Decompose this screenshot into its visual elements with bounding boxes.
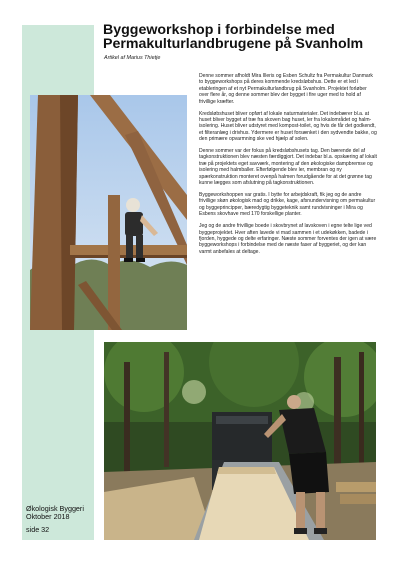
byline: Artikel af Marius Thietje: [104, 55, 161, 61]
magazine-name: Økologisk Byggeri: [26, 504, 84, 513]
sawmill-photo: [104, 342, 376, 540]
page-title: Byggeworkshop i forbindelse med Permakulturlandbrugene på Svanholm: [103, 22, 364, 52]
paragraph: Denne sommer afholdt Mira Illeris og Esben Schultz fra Permakultur Danmark to byggeworkshops på deres kommende kredsløbshus. Dette er et led i etableringen af et nyt Permakulturlandbrug på Svanholm. Projektet forløber over flere år, og denne sommer blev der bygget i fire uger med to hold af frivillige kræfter.: [199, 73, 373, 105]
page-footer: [26, 505, 116, 534]
paragraph: Byggeworkshoppen var gratis. I bytte for arbejdskraft, fik jeg og de andre frivillige skøn økologisk mad og drikke, kage, afsnundervisning om permakultur og byggeprincipper, bæredygtig byggeteknik samt rundvisninger i Mira og Esbens skovhave med 170 forskellige planter.: [199, 192, 376, 218]
paragraph: Denne sommer var der fokus på kredsløbshusets tag. Den bærende del af tagkonstruktionen blev næsten færdiggjort. Det indebar bl.a. opskæring af lokalt træ på projektets eget savværk, montering af den økologiske dampbremse og isolering med halmballer. Efterfølgende blev ler, membran og ny spærkonstruktion monteret ovenpå halmen forudgående for at det grønne tag kunne lægges som afslutning på tagkonstruktionen.: [199, 148, 377, 187]
article-body: [199, 73, 377, 261]
paragraph: Jeg og de andre frivillige boede i skovbrynet af lavskoven i egne telte lige ved byggeprojektet. Hver aften lavede vi mad sammen i et udekøkken, badede i fjorden, hyggede og delte erfaringer. Næste sommer forventes der igen at være byggeworkshops i forbindelse med de næste faser af byggeriet, og der kan varmt anbefales at deltage.: [199, 223, 377, 255]
issue-date: Oktober 2018: [26, 512, 70, 521]
roof-frame-photo: [30, 95, 187, 330]
page-number: side 32: [26, 525, 50, 534]
paragraph: Kredsløbshuset bliver opført af lokale naturmaterialer. Det indebærer bl.a. at huset bliver bygget af træ fra skoven bag huset, ler fra lokalområdet og halm-isolering. Huset bliver udstyret med kompost-toilet, og hvis de får det godkendt, et filteranlæg i drivhus. Ydermere er huset forsænket i den sydvendte bakke, og den primære opvarmning ske ved hjælp af solen.: [199, 110, 377, 143]
